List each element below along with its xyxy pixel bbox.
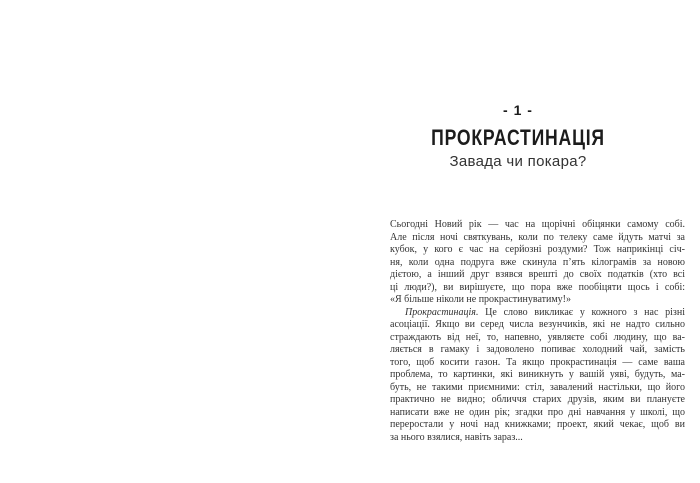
body-segment: ляється в гамаку і задоволено попиває холодний чай, замість [390,344,685,355]
body-line [390,357,685,370]
body-line [390,307,685,320]
body-line [390,332,685,345]
body-segment: ці люди?), ви вирішуєте, що пора вже пообіцяти щось і собі: [390,281,685,293]
body-line [390,344,685,357]
body-segment: асоціації. Якщо ви серед числа везунчиків, які не надто сильно [390,319,685,330]
body-segment: ня, коли одна подруга вже скинула п’ять кілограмів за новою [390,256,685,268]
body-line [390,219,685,232]
body-segment: Але після ночі святкувань, коли по телеку саме йдуть матчі за [390,231,685,243]
body-segment: Сьогодні Новий рік — час на щорічні обіцянки самому собі. [390,219,685,230]
body-segment: того, щоб косити газон. Та якщо прокрастинація — саме ваша [390,356,685,368]
body-line [390,282,685,295]
body-segment: буть, не такими приємними: стіл, завалений настільки, що його [390,381,685,393]
body-line [390,369,685,382]
body-line [390,382,685,395]
body-line [390,407,685,420]
body-line [390,232,685,245]
body-line [390,419,685,432]
body-segment: кубок, у кого є час на серйозні роздуми? Тож наприкінці січ- [390,244,685,255]
body-segment: практично не видно; обличчя старих друзів, яким ви плануєте [390,394,685,405]
body-segment-italic: Прокрастинація. [405,306,479,318]
body-segment: проблема, то картинки, які виникнуть у вашій уяві, будуть, ма- [390,369,685,380]
body-line [390,269,685,282]
body-line [390,432,685,445]
body-line [390,257,685,270]
chapter-subtitle: Завада чи покара? [449,153,587,170]
chapter-number: - 1 - [503,102,533,118]
body-segment: за нього взялися, навіть зараз... [390,431,523,443]
body-segment: переростали у ночі над книжками; проект, який чекає, щоб ви [390,419,685,430]
body-segment: написати вже не один рік; згадки про дні навчання у школі, що [390,406,685,418]
body-segment: «Я більше ніколи не прокрастинуватиму!» [390,294,572,305]
body-text [390,219,685,444]
body-segment: Це слово викликає у кожного з нас різні [478,306,685,318]
body-line [390,394,685,407]
body-line [390,294,685,307]
body-segment: страждають від неї, то, напевно, уявляєте собі людину, що ва- [390,331,685,343]
body-line [390,319,685,332]
body-segment: дієтою, а інший друг взявся врешті до своїх податків (хто всі [390,269,685,280]
chapter-title: ПРОКРАСТИНАЦІЯ [431,125,605,150]
body-line [390,244,685,257]
